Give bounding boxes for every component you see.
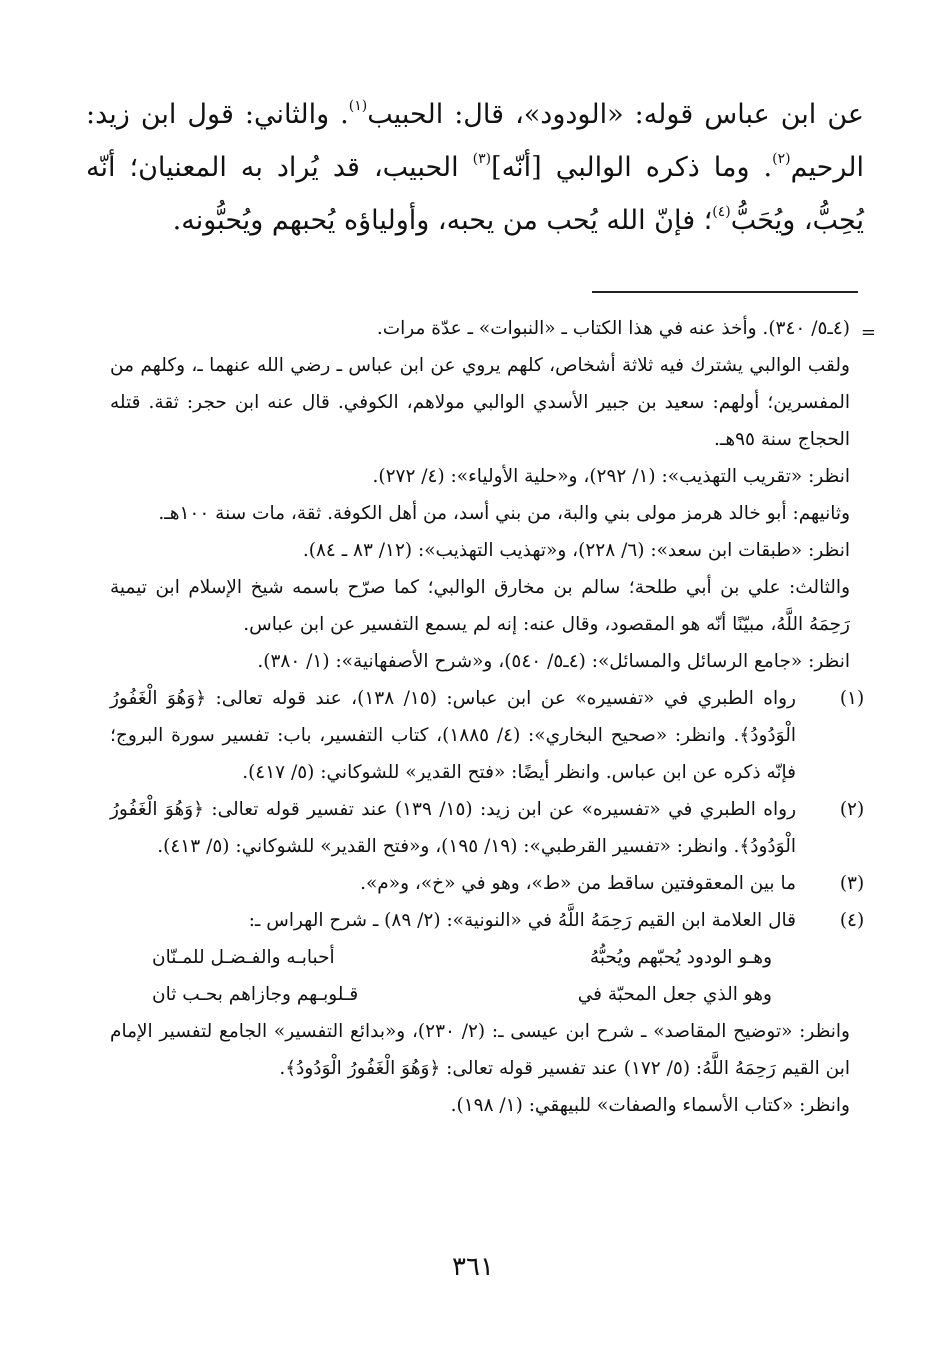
footnote-number: (٢) — [839, 799, 865, 820]
footnote-number: (٣) — [839, 873, 865, 894]
footnotes-section — [110, 310, 865, 1124]
footnote-1 — [110, 680, 865, 791]
footnote-text: ما بين المعقوفتين ساقط من «ط»، وهو في «خ»، و«م». — [360, 873, 796, 894]
verse-first-hemistich: وهـو الودود يُحبّهم ويُحبُّهُ — [589, 947, 772, 968]
footnote-divider — [592, 291, 858, 293]
footnote-3 — [110, 865, 865, 902]
main-text — [86, 88, 864, 247]
footnote-text: رواه الطبري في «تفسيره» عن ابن عباس: (١٥/ ١٣٨)، عند قوله تعالى: ﴿وَهُوَ الْغَفُورُ الْوَدُودُ﴾. وانظر: «صحيح البخاري»: (٤/ ١٨٨٥)، كتاب التفسير، باب: تفسير سورة البروج؛ فإنّه ذكره عن ابن عباس. وانظر أيضًا: «فتح القدير» للشوكاني: (٥/ ٤١٧). — [110, 688, 796, 783]
main-text-part-2: . والثاني: قول ابن زيد: الرحيم — [86, 99, 864, 183]
footnote-ref-3[interactable]: (٣) — [472, 151, 492, 167]
continuation-line: وثانيهم: أبو خالد هرمز مولى بني والبة، من بني أسد، من أهل الكوفة. ثقة، مات سنة ١٠٠هـ. — [158, 503, 850, 524]
main-text-part-1: عن ابن عباس قوله: «الودود»، قال: الحبيب — [367, 99, 864, 130]
main-text-part-4: الحبيب، قد يُراد به المعنيان؛ أنّه يُحِبُّ، ويُحَبُّ — [86, 152, 864, 236]
footnote-4-references — [110, 1013, 850, 1124]
footnote-number: (٤) — [839, 910, 865, 931]
footnote-ref-1[interactable]: (١) — [348, 98, 368, 114]
reference-line: وانظر: «كتاب الأسماء والصفات» للبيهقي: (١/ ١٩٨). — [450, 1095, 850, 1116]
continuation-line: والثالث: علي بن أبي طلحة؛ سالم بن مخارق الوالبي؛ كما صرّح باسمه شيخ الإسلام ابن تيمية رَحِمَهُ اللَّهُ، مبيّنًا أنّه هو المقصود، وقال عنه: إنه لم يسمع التفسير عن ابن عباس. — [110, 577, 850, 635]
continuation-mark: = — [860, 322, 876, 343]
main-text-part-3: . وما ذكره الوالبي [أنّه] — [491, 152, 773, 183]
footnote-text: قال العلامة ابن القيم رَحِمَهُ اللَّهُ في «النونية»: (٢/ ٨٩) ـ شرح الهراس ـ: — [248, 910, 796, 931]
footnote-ref-4[interactable]: (٤) — [712, 204, 731, 220]
verse-second-hemistich: قـلوبـهم وجازاهم بحـب ثان — [152, 984, 359, 1005]
poem-verse — [152, 976, 772, 1013]
continuation-line: انظر: «تقريب التهذيب»: (١/ ٢٩٢)، و«حلية الأولياء»: (٤/ ٢٧٢). — [372, 466, 850, 487]
continuation-line: (٤ـ٥/ ٣٤٠). وأخذ عنه في هذا الكتاب ـ «النبوات» ـ عدّة مرات. — [376, 318, 850, 339]
verse-second-hemistich: أحبابـه والفـضـل للمـنّان — [152, 947, 335, 968]
main-paragraph — [86, 88, 864, 247]
page-number: ٣٦١ — [452, 1252, 494, 1282]
poem-verse — [152, 939, 772, 976]
continuation-line: انظر: «جامع الرسائل والمسائل»: (٤ـ٥/ ٥٤٠)، و«شرح الأصفهانية»: (١/ ٣٨٠). — [257, 651, 850, 672]
footnote-ref-2[interactable]: (٢) — [772, 151, 791, 167]
footnote-text: رواه الطبري في «تفسيره» عن ابن زيد: (١٥/ ١٣٩) عند تفسير قوله تعالى: ﴿وَهُوَ الْغَفُورُ الْوَدُودُ﴾. وانظر: «تفسير القرطبي»: (١٩/ ١٩٥)، و«فتح القدير» للشوكاني: (٥/ ٤١٣). — [110, 799, 797, 857]
verse-first-hemistich: وهو الذي جعل المحبّة في — [577, 984, 772, 1005]
footnote-4 — [110, 902, 865, 1013]
continuation-line: انظر: «طبقات ابن سعد»: (٦/ ٢٢٨)، و«تهذيب التهذيب»: (١٢/ ٨٣ ـ ٨٤). — [302, 540, 850, 561]
continued-footnote — [110, 310, 850, 680]
reference-line: وانظر: «توضيح المقاصد» ـ شرح ابن عيسى ـ: (٢/ ٢٣٠)، و«بدائع التفسير» الجامع لتفسير الإمام ابن القيم رَحِمَهُ اللَّهُ: (٥/ ١٧٢) عند تفسير قوله تعالى: ﴿وَهُوَ الْغَفُورُ الْوَدُودُ﴾. — [110, 1021, 850, 1079]
footnote-number: (١) — [839, 688, 865, 709]
main-text-part-5: ؛ فإنّ الله يُحب من يحبه، وأولياؤه يُحبهم ويُحبُّونه. — [172, 205, 713, 236]
footnote-2 — [110, 791, 865, 865]
continuation-line: ولقب الوالبي يشترك فيه ثلاثة أشخاص، كلهم يروي عن ابن عباس ـ رضي الله عنهما ـ، وكلهم من المفسرين؛ أولهم: سعيد بن جبير الأسدي الوالبي مولاهم، الكوفي. قال عنه ابن حجر: ثقة. قتله الحجاج سنة ٩٥هـ. — [110, 355, 850, 450]
